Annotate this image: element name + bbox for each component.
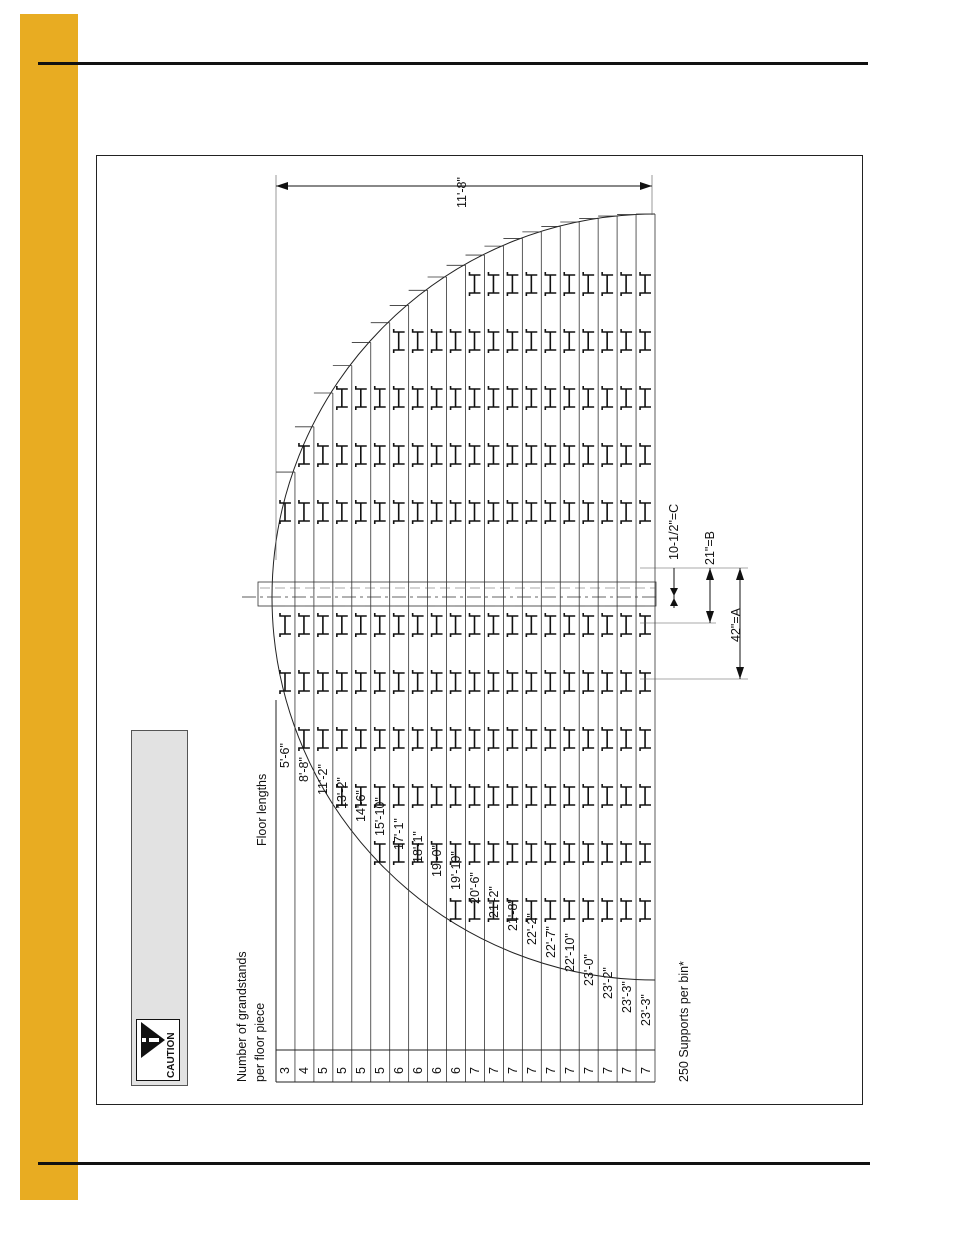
dimension-a-label: 42"=A [729, 608, 743, 642]
grandstand-support [507, 727, 518, 751]
grandstand-support [356, 727, 367, 751]
grandstand-support [451, 443, 462, 467]
grandstand-support [375, 670, 386, 694]
grandstand-support [488, 443, 499, 467]
floor-length-cell: 23'-2" [600, 967, 615, 1000]
grandstand-support [545, 500, 556, 524]
grandstand-support [432, 841, 443, 865]
grandstand-support [621, 841, 632, 865]
grandstand-support [602, 443, 613, 467]
grandstand-support [337, 386, 348, 410]
grandstand-support [413, 727, 424, 751]
grandstand-support [375, 500, 386, 524]
grandstand-support [356, 613, 367, 637]
grandstand-support [564, 898, 575, 922]
grandstand-count-cell: 7 [467, 1067, 482, 1074]
grandstand-support [640, 500, 651, 524]
grandstand-support [545, 670, 556, 694]
grandstand-support [621, 500, 632, 524]
grandstand-count-cell: 4 [297, 1067, 312, 1074]
grandstand-support [375, 386, 386, 410]
grandstand-support [299, 613, 310, 637]
grandstand-count-cell: 6 [449, 1067, 464, 1074]
grandstand-support [526, 898, 537, 922]
floor-length-cell: 22'-7" [543, 926, 558, 959]
grandstand-support [337, 670, 348, 694]
grandstand-support [602, 272, 613, 296]
floor-length-cell: 20'-6" [467, 872, 482, 904]
grandstand-count-cell: 3 [278, 1067, 293, 1074]
grandstand-count-cell: 7 [619, 1067, 634, 1074]
grandstand-support [640, 784, 651, 808]
grandstand-support [602, 841, 613, 865]
grandstand-support [602, 386, 613, 410]
grandstand-support [451, 898, 462, 922]
grandstand-support [545, 613, 556, 637]
grandstand-support [583, 841, 594, 865]
grandstand-support [602, 898, 613, 922]
grandstand-support [564, 443, 575, 467]
grandstand-support [545, 443, 556, 467]
floor-lengths-label: Floor lengths [255, 773, 269, 846]
grandstand-support [299, 670, 310, 694]
grandstand-support [640, 272, 651, 296]
grandstand-support [507, 443, 518, 467]
grandstand-support [488, 386, 499, 410]
grandstand-support [413, 670, 424, 694]
grandstand-support [526, 272, 537, 296]
dimension-c-label: 10-1/2"=C [667, 503, 681, 560]
grandstand-support [451, 329, 462, 353]
grandstand-support [356, 670, 367, 694]
grandstand-support [488, 613, 499, 637]
grandstand-support [470, 500, 481, 524]
overall-width-label: 11'-8" [455, 177, 469, 208]
grandstand-support [280, 613, 291, 637]
grandstand-support [621, 443, 632, 467]
grandstand-support [621, 898, 632, 922]
grandstand-support [526, 386, 537, 410]
grandstand-support [470, 329, 481, 353]
grandstand-support [526, 443, 537, 467]
grandstand-count-cell: 5 [335, 1067, 350, 1074]
grandstand-support [602, 670, 613, 694]
grandstand-support [432, 784, 443, 808]
grandstand-support [621, 727, 632, 751]
grandstand-support [470, 784, 481, 808]
grandstand-support [318, 727, 329, 751]
floor-length-cell: 23'-3" [638, 994, 653, 1026]
grandstand-support [470, 386, 481, 410]
grandstand-support [545, 272, 556, 296]
grandstand-support [621, 272, 632, 296]
grandstand-support [299, 500, 310, 524]
grandstand-count-cell: 7 [600, 1067, 615, 1074]
grandstand-support [470, 443, 481, 467]
grandstand-support [602, 613, 613, 637]
floor-length-cell: 19'-10" [449, 851, 464, 891]
grandstand-support [451, 500, 462, 524]
grandstand-support [375, 841, 386, 865]
center-support-beam [258, 582, 656, 606]
grandstand-support [564, 613, 575, 637]
grandstand-support [583, 898, 594, 922]
grandstand-support [583, 272, 594, 296]
grandstand-support [432, 613, 443, 637]
grandstand-support [564, 500, 575, 524]
grandstand-support [394, 613, 405, 637]
grandstand-support [375, 613, 386, 637]
grandstand-support [394, 500, 405, 524]
floor-length-cell: 17'-1" [392, 817, 407, 850]
dim-arrow [670, 598, 678, 606]
grandstand-support [640, 443, 651, 467]
grandstand-support [337, 500, 348, 524]
grandstand-support [413, 784, 424, 808]
floor-length-cell: 5'-6" [278, 743, 293, 768]
grandstand-support [488, 784, 499, 808]
floor-length-cell: 21'-2" [486, 885, 501, 918]
grandstand-support [318, 613, 329, 637]
grandstand-support [337, 727, 348, 751]
grandstand-support [545, 727, 556, 751]
grandstand-support [318, 670, 329, 694]
grandstand-support [507, 386, 518, 410]
grandstand-support [413, 386, 424, 410]
grandstand-support [337, 784, 348, 808]
grandstand-support [583, 329, 594, 353]
floor-length-cell: 18'-1" [411, 831, 426, 864]
caution-label: CAUTION [166, 1032, 177, 1078]
grandstand-support [318, 500, 329, 524]
grandstand-support [451, 841, 462, 865]
grandstand-support [545, 784, 556, 808]
grandstand-support [564, 841, 575, 865]
grandstand-support [583, 784, 594, 808]
grandstand-support [451, 386, 462, 410]
grandstand-count-cell: 7 [486, 1067, 501, 1074]
grandstand-support [470, 613, 481, 637]
grandstand-count-cell: 6 [392, 1067, 407, 1074]
floor-length-cell: 11'-2" [316, 764, 331, 796]
grandstand-support [583, 443, 594, 467]
dimension-b-label: 21"=B [703, 531, 717, 565]
grandstand-support [640, 727, 651, 751]
grandstand-count-cell: 6 [430, 1067, 445, 1074]
grandstand-support [488, 272, 499, 296]
floor-length-cell: 13'-2" [335, 776, 350, 809]
floor-length-cell: 19'-0" [430, 844, 445, 877]
grandstand-support [432, 670, 443, 694]
grandstand-support [640, 898, 651, 922]
grandstand-support [564, 670, 575, 694]
grandstand-support [432, 500, 443, 524]
grandstand-support [299, 443, 310, 467]
grandstand-support [545, 898, 556, 922]
grandstand-support [470, 727, 481, 751]
grandstand-support [413, 329, 424, 353]
grandstand-support [356, 784, 367, 808]
supports-per-bin-label: 250 Supports per bin* [677, 961, 691, 1082]
grandstand-support [621, 784, 632, 808]
floor-length-cell: 22'-10" [562, 933, 577, 972]
dim-arrow [706, 568, 714, 580]
grandstand-support [394, 386, 405, 410]
grandstand-count-cell: 7 [524, 1067, 539, 1074]
grandstand-support [413, 500, 424, 524]
grandstand-support [602, 500, 613, 524]
grandstand-support [564, 386, 575, 410]
grandstand-support [583, 727, 594, 751]
grandstand-support [564, 784, 575, 808]
grandstand-support [488, 329, 499, 353]
grandstand-support [507, 670, 518, 694]
grandstand-support [356, 500, 367, 524]
grandstand-support [583, 613, 594, 637]
grandstand-support [640, 386, 651, 410]
grandstand-support [470, 272, 481, 296]
grandstand-support [451, 670, 462, 694]
floor-length-cell: 8'-8" [297, 756, 312, 782]
grandstand-support [583, 670, 594, 694]
grandstand-support [621, 386, 632, 410]
grandstand-support [640, 329, 651, 353]
grandstand-support [583, 386, 594, 410]
grandstand-count-cell: 7 [581, 1067, 596, 1074]
grandstand-count-cell: 7 [505, 1067, 520, 1074]
grandstand-support [394, 329, 405, 353]
grandstand-support [432, 727, 443, 751]
grandstand-support [488, 898, 499, 922]
grandstand-count-cell: 5 [316, 1067, 331, 1074]
grandstand-support [564, 272, 575, 296]
grandstand-support [621, 670, 632, 694]
grandstand-support [526, 329, 537, 353]
grandstand-support [375, 784, 386, 808]
grandstand-support [488, 500, 499, 524]
grandstand-support [507, 500, 518, 524]
grandstand-support [507, 272, 518, 296]
grandstand-support [356, 386, 367, 410]
grandstand-support [451, 784, 462, 808]
grandstand-support [507, 613, 518, 637]
grandstand-support [545, 329, 556, 353]
grandstand-support [564, 727, 575, 751]
grandstand-support [526, 727, 537, 751]
grandstands-label-line2: per floor piece [253, 1002, 267, 1082]
grandstand-support [488, 841, 499, 865]
grandstand-support [394, 784, 405, 808]
grandstand-support [413, 613, 424, 637]
grandstand-support [394, 841, 405, 865]
grandstand-support [526, 841, 537, 865]
grandstand-support [545, 841, 556, 865]
grandstand-count-cell: 7 [543, 1067, 558, 1074]
grandstand-support [432, 386, 443, 410]
grandstand-support [526, 784, 537, 808]
grandstand-count-cell: 6 [411, 1067, 426, 1074]
dim-arrow [670, 588, 678, 596]
grandstand-count-cell: 7 [562, 1067, 577, 1074]
grandstand-support [394, 443, 405, 467]
grandstand-support [640, 613, 651, 637]
floor-length-cell: 15'-10" [373, 797, 388, 836]
grandstand-support [602, 727, 613, 751]
grandstand-support [621, 329, 632, 353]
grandstand-support [507, 841, 518, 865]
grandstand-support [526, 670, 537, 694]
dim-arrow [736, 568, 744, 580]
grandstand-count-cell: 5 [354, 1067, 369, 1074]
grandstand-support [488, 670, 499, 694]
grandstand-support [394, 727, 405, 751]
grandstand-support [413, 841, 424, 865]
grandstand-support [545, 386, 556, 410]
grandstand-support [526, 500, 537, 524]
dim-arrow [276, 182, 288, 190]
grandstand-support [375, 727, 386, 751]
floor-length-cell: 14'-6" [354, 790, 369, 823]
grandstand-count-cell: 5 [373, 1067, 388, 1074]
dim-arrow [706, 611, 714, 623]
grandstand-support [451, 727, 462, 751]
grandstand-support [564, 329, 575, 353]
grandstand-support [394, 670, 405, 694]
grandstand-support [375, 443, 386, 467]
grandstand-support [602, 784, 613, 808]
grandstand-support [526, 613, 537, 637]
grandstand-support [583, 500, 594, 524]
floor-length-cell: 22'-2" [524, 912, 539, 945]
grandstand-support [640, 670, 651, 694]
floor-length-cell: 23'-3" [619, 980, 634, 1013]
grandstand-support [507, 898, 518, 922]
grandstand-support [337, 443, 348, 467]
grandstand-support [621, 613, 632, 637]
grandstand-support [507, 784, 518, 808]
grandstand-support [432, 443, 443, 467]
grandstand-support [507, 329, 518, 353]
grandstand-support [432, 329, 443, 353]
floor-length-cell: 21'-8" [505, 899, 520, 932]
floor-length-cell: 23'-0" [581, 953, 596, 986]
grandstand-support [337, 613, 348, 637]
grandstands-label-line1: Number of grandstands [235, 951, 249, 1082]
grandstand-count-cell: 7 [638, 1067, 653, 1074]
grandstand-support [470, 841, 481, 865]
dim-arrow [640, 182, 652, 190]
grandstand-support [318, 443, 329, 467]
grandstand-support [413, 443, 424, 467]
grandstand-support [602, 329, 613, 353]
grandstand-support [470, 670, 481, 694]
grandstand-support [299, 727, 310, 751]
grandstand-support [451, 613, 462, 637]
grandstand-support [470, 898, 481, 922]
grandstand-support [356, 443, 367, 467]
grandstand-support [640, 841, 651, 865]
grandstand-support [488, 727, 499, 751]
dim-arrow [736, 667, 744, 679]
